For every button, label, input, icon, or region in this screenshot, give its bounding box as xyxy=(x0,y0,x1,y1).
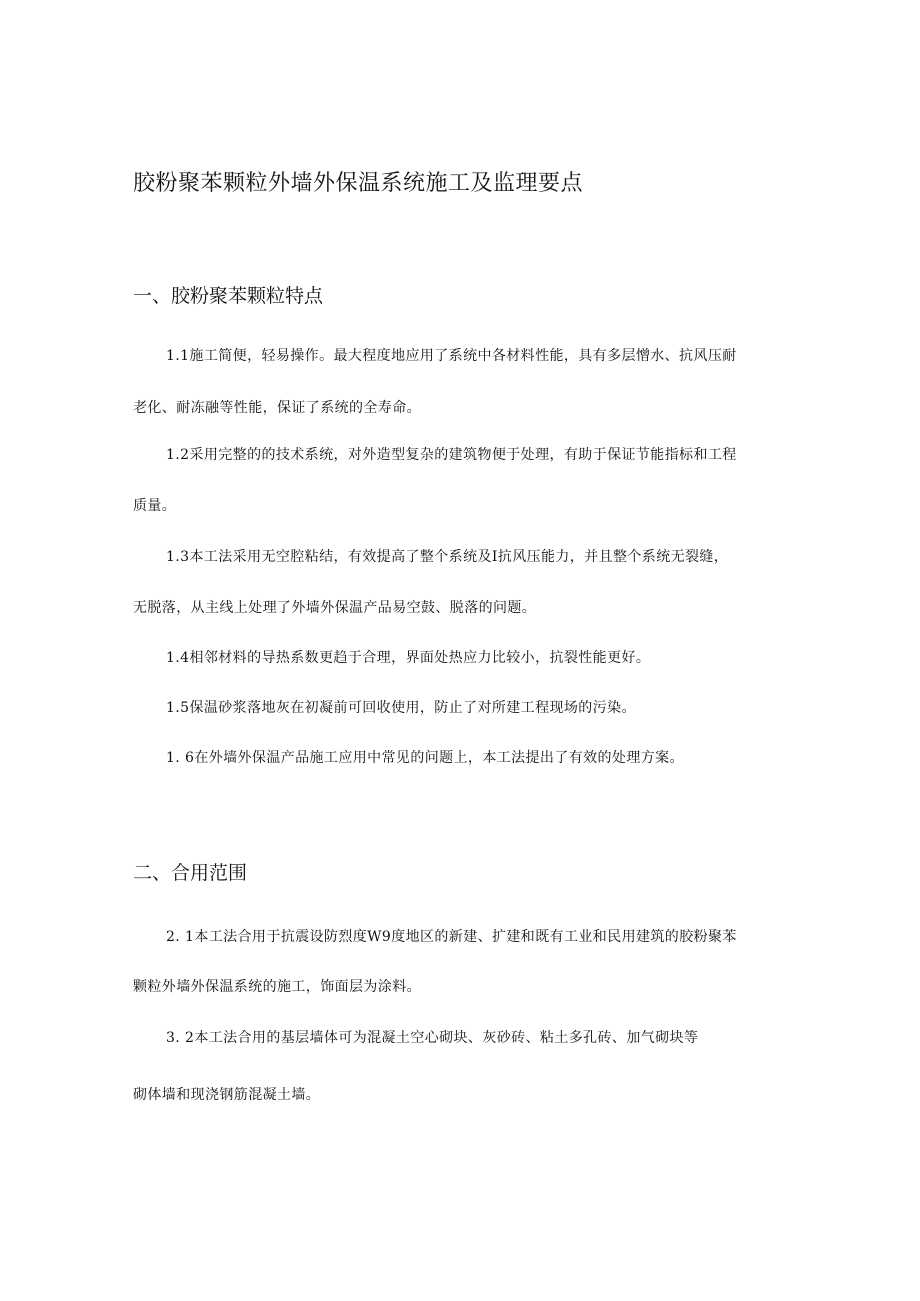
paragraph-2-2-line-2: 砌体墙和现浇钢筋混凝土墙。 xyxy=(133,1087,321,1103)
paragraph-1-3-line-1: 1.3本工法采用无空腔粘结，有效提高了整个系统及I抗风压能力，并且整个系统无裂缝， xyxy=(166,549,729,565)
section-heading-scope: 二、合用范围 xyxy=(133,862,248,884)
paragraph-2-2-line-1: 3. 2本工法合用的基层墙体可为混凝土空心砌块、灰砂砖、粘土多孔砖、加气砌块等 xyxy=(166,1030,699,1046)
paragraph-1-2-line-1: 1.2采用完整的的技术系统，对外造型复杂的建筑物便于处理，有助于保证节能指标和工程 xyxy=(166,447,737,463)
paragraph-1-5: 1.5保温砂浆落地灰在初凝前可回收使用，防止了对所建工程现场的污染。 xyxy=(166,700,636,716)
paragraph-2-1-line-1: 2. 1本工法合用于抗震设防烈度W9度地区的新建、扩建和既有工业和民用建筑的胶粉聚苯 xyxy=(166,929,737,945)
paragraph-1-3-line-2: 无脱落，从主线上处理了外墙外保温产品易空鼓、脱落的问题。 xyxy=(133,600,537,616)
section-heading-features: 一、胶粉聚苯颗粒特点 xyxy=(133,285,324,307)
paragraph-1-2-line-2: 质量。 xyxy=(133,498,177,514)
paragraph-2-1-line-2: 颗粒外墙外保温系统的施工，饰面层为涂料。 xyxy=(133,979,421,995)
paragraph-1-6: 1. 6在外墙外保温产品施工应用中常见的问题上，本工法提出了有效的处理方案。 xyxy=(166,750,684,766)
document-title: 胶粉聚苯颗粒外墙外保温系统施工及监理要点 xyxy=(133,171,584,196)
paragraph-1-1-line-1: 1.1施工简便，轻易操作。最大程度地应用了系统中各材料性能，具有多层憎水、抗风压耐 xyxy=(166,348,737,364)
paragraph-1-4: 1.4相邻材料的导热系数更趋于合理，界面处热应力比较小，抗裂性能更好。 xyxy=(166,650,651,666)
paragraph-1-1-line-2: 老化、耐冻融等性能，保证了系统的全寿命。 xyxy=(133,400,421,416)
